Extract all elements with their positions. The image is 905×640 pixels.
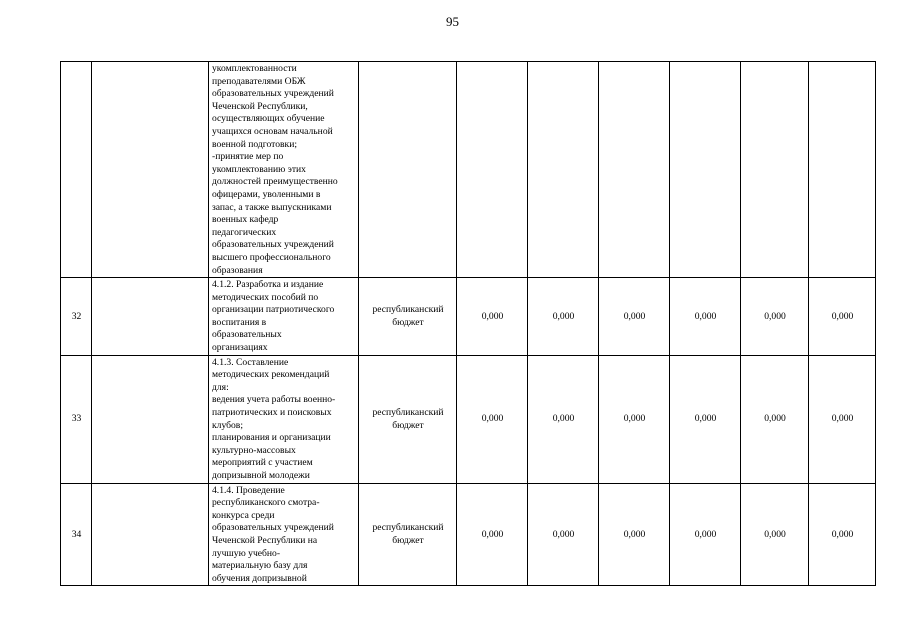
table-row [61, 278, 876, 356]
value-cell: 0,000 [670, 355, 741, 483]
funding-source-cell [359, 62, 457, 278]
table-row [61, 355, 876, 483]
measure-description-cell: 4.1.4. Проведение республиканского смотра- конкурса среди образовательных учреждений Чеченской Республики на лучшую учебно- материальную базу для обучения допризывной [209, 483, 359, 586]
value-cell: 0,000 [670, 278, 741, 356]
value-cell [809, 62, 876, 278]
table-row [61, 483, 876, 586]
value-cell [457, 62, 528, 278]
value-cell: 0,000 [528, 483, 599, 586]
row-number-cell [61, 62, 92, 278]
value-cell: 0,000 [599, 278, 670, 356]
value-cell: 0,000 [457, 483, 528, 586]
funding-source-cell: республиканский бюджет [359, 278, 457, 356]
page-number: 95 [446, 14, 459, 29]
executor-cell [92, 483, 209, 586]
value-cell: 0,000 [809, 355, 876, 483]
executor-cell [92, 62, 209, 278]
value-cell: 0,000 [741, 355, 809, 483]
value-cell: 0,000 [457, 278, 528, 356]
value-cell [670, 62, 741, 278]
row-number-cell: 34 [61, 483, 92, 586]
value-cell [741, 62, 809, 278]
value-cell: 0,000 [741, 483, 809, 586]
value-cell: 0,000 [809, 278, 876, 356]
value-cell: 0,000 [670, 483, 741, 586]
funding-source-cell: республиканский бюджет [359, 483, 457, 586]
row-number-cell: 33 [61, 355, 92, 483]
value-cell: 0,000 [457, 355, 528, 483]
funding-source-cell: республиканский бюджет [359, 355, 457, 483]
value-cell [599, 62, 670, 278]
measure-description-cell: 4.1.2. Разработка и издание методических пособий по организации патриотического воспитания в образовательных организациях [209, 278, 359, 356]
value-cell: 0,000 [809, 483, 876, 586]
measure-description-cell: укомплектованности преподавателями ОБЖ образовательных учреждений Чеченской Республики, осуществляющих обучение учащихся основам начальной военной подготовки; -принятие мер по укомплектованию этих должностей преимущественно офицерами, уволенными в запас, а также выпускниками военных кафедр педагогических образовательных учреждений высшего профессионального образования [209, 62, 359, 278]
value-cell: 0,000 [528, 355, 599, 483]
value-cell: 0,000 [599, 483, 670, 586]
row-number-cell: 32 [61, 278, 92, 356]
executor-cell [92, 278, 209, 356]
value-cell: 0,000 [528, 278, 599, 356]
value-cell [528, 62, 599, 278]
program-table [60, 61, 876, 586]
value-cell: 0,000 [741, 278, 809, 356]
measure-description-cell: 4.1.3. Составление методических рекомендаций для: ведения учета работы военно- патриотических и поисковых клубов; планирования и организации культурно-массовых мероприятий с участием допризывной молодежи [209, 355, 359, 483]
executor-cell [92, 355, 209, 483]
value-cell: 0,000 [599, 355, 670, 483]
table-row [61, 62, 876, 278]
